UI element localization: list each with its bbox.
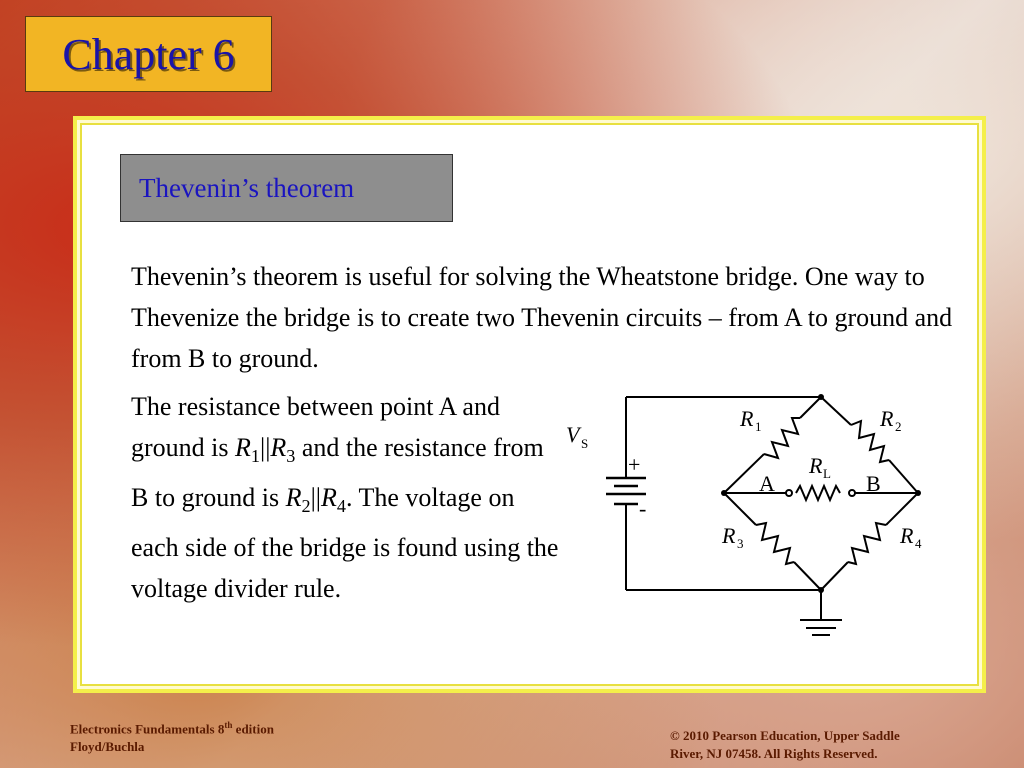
vs-label: V bbox=[566, 422, 580, 447]
footer-book-title: Electronics Fundamentals 8th edition bbox=[70, 720, 274, 737]
footer-authors: Floyd/Buchla bbox=[70, 739, 145, 755]
r4-resistor bbox=[848, 523, 886, 564]
plus-sign: + bbox=[628, 452, 641, 477]
r4-lead-top bbox=[886, 493, 918, 525]
r4-label: R bbox=[900, 523, 914, 548]
para2-r4-sub: 4 bbox=[336, 496, 346, 517]
copyright-line-2: River, NJ 07458. All Rights Reserved. bbox=[670, 746, 878, 761]
r4-sub: 4 bbox=[915, 536, 922, 551]
node-top bbox=[818, 394, 824, 400]
footer-book-info bbox=[70, 716, 274, 756]
rl-label: R bbox=[809, 453, 823, 478]
para2-text-2: and the resistance from B to ground is bbox=[131, 433, 544, 513]
para2-parallel-2: || bbox=[310, 483, 321, 513]
r2-label: R bbox=[880, 406, 894, 431]
node-a bbox=[721, 490, 727, 496]
terminal-a bbox=[786, 490, 792, 496]
node-a-label: A bbox=[759, 471, 775, 496]
node-b bbox=[915, 490, 921, 496]
r2-lead-bottom bbox=[889, 460, 918, 493]
r1-lead-bottom bbox=[724, 454, 764, 493]
node-bottom bbox=[818, 587, 824, 593]
footer-copyright bbox=[670, 727, 900, 763]
node-b-label: B bbox=[866, 471, 881, 496]
chapter-label: Chapter 6 bbox=[62, 29, 235, 79]
para2-parallel-1: || bbox=[259, 433, 271, 462]
rl-resistor bbox=[796, 486, 840, 500]
r4-lead-bottom bbox=[821, 562, 848, 590]
r3-label: R bbox=[722, 523, 736, 548]
topic-title: Thevenin’s theorem bbox=[139, 172, 355, 203]
para2-text-3: . The voltage on each side of the bridge is found using the voltage divider rule. bbox=[131, 483, 559, 604]
para2-text-1: The resistance between point A and ground is bbox=[131, 392, 500, 462]
rl-sub: L bbox=[823, 466, 831, 481]
para2-r4: R bbox=[320, 483, 337, 513]
r1-resistor bbox=[764, 418, 800, 458]
r2-sub: 2 bbox=[895, 419, 902, 434]
topic-title-box bbox=[120, 154, 453, 222]
paragraph-2 bbox=[131, 386, 561, 609]
r1-sub: 1 bbox=[755, 419, 762, 434]
terminal-b bbox=[849, 490, 855, 496]
paragraph-1: Thevenin’s theorem is useful for solving the Wheatstone bridge. One way to Thevenize the bridge is to create two Thevenin circuits – from A to ground and from B to ground. bbox=[131, 262, 953, 373]
para2-r1: R bbox=[235, 433, 251, 462]
r3-sub: 3 bbox=[737, 536, 744, 551]
para2-r3: R bbox=[270, 433, 287, 462]
wheatstone-bridge-diagram bbox=[556, 380, 956, 640]
para2-r2-sub: 2 bbox=[301, 496, 311, 517]
r3-resistor bbox=[756, 523, 794, 564]
para2-r3-sub: 3 bbox=[286, 446, 296, 467]
minus-sign: - bbox=[639, 496, 647, 521]
para2-r2: R bbox=[285, 483, 302, 513]
para2-r1-sub: 1 bbox=[250, 446, 260, 467]
r3-lead-top bbox=[724, 493, 756, 525]
r3-lead-bottom bbox=[794, 562, 821, 590]
chapter-badge bbox=[25, 16, 272, 92]
r1-lead-top bbox=[800, 397, 821, 418]
r1-label: R bbox=[740, 406, 754, 431]
copyright-line-1: © 2010 Pearson Education, Upper Saddle bbox=[670, 728, 900, 743]
vs-sub: S bbox=[581, 436, 589, 451]
r2-lead-top bbox=[821, 397, 851, 425]
